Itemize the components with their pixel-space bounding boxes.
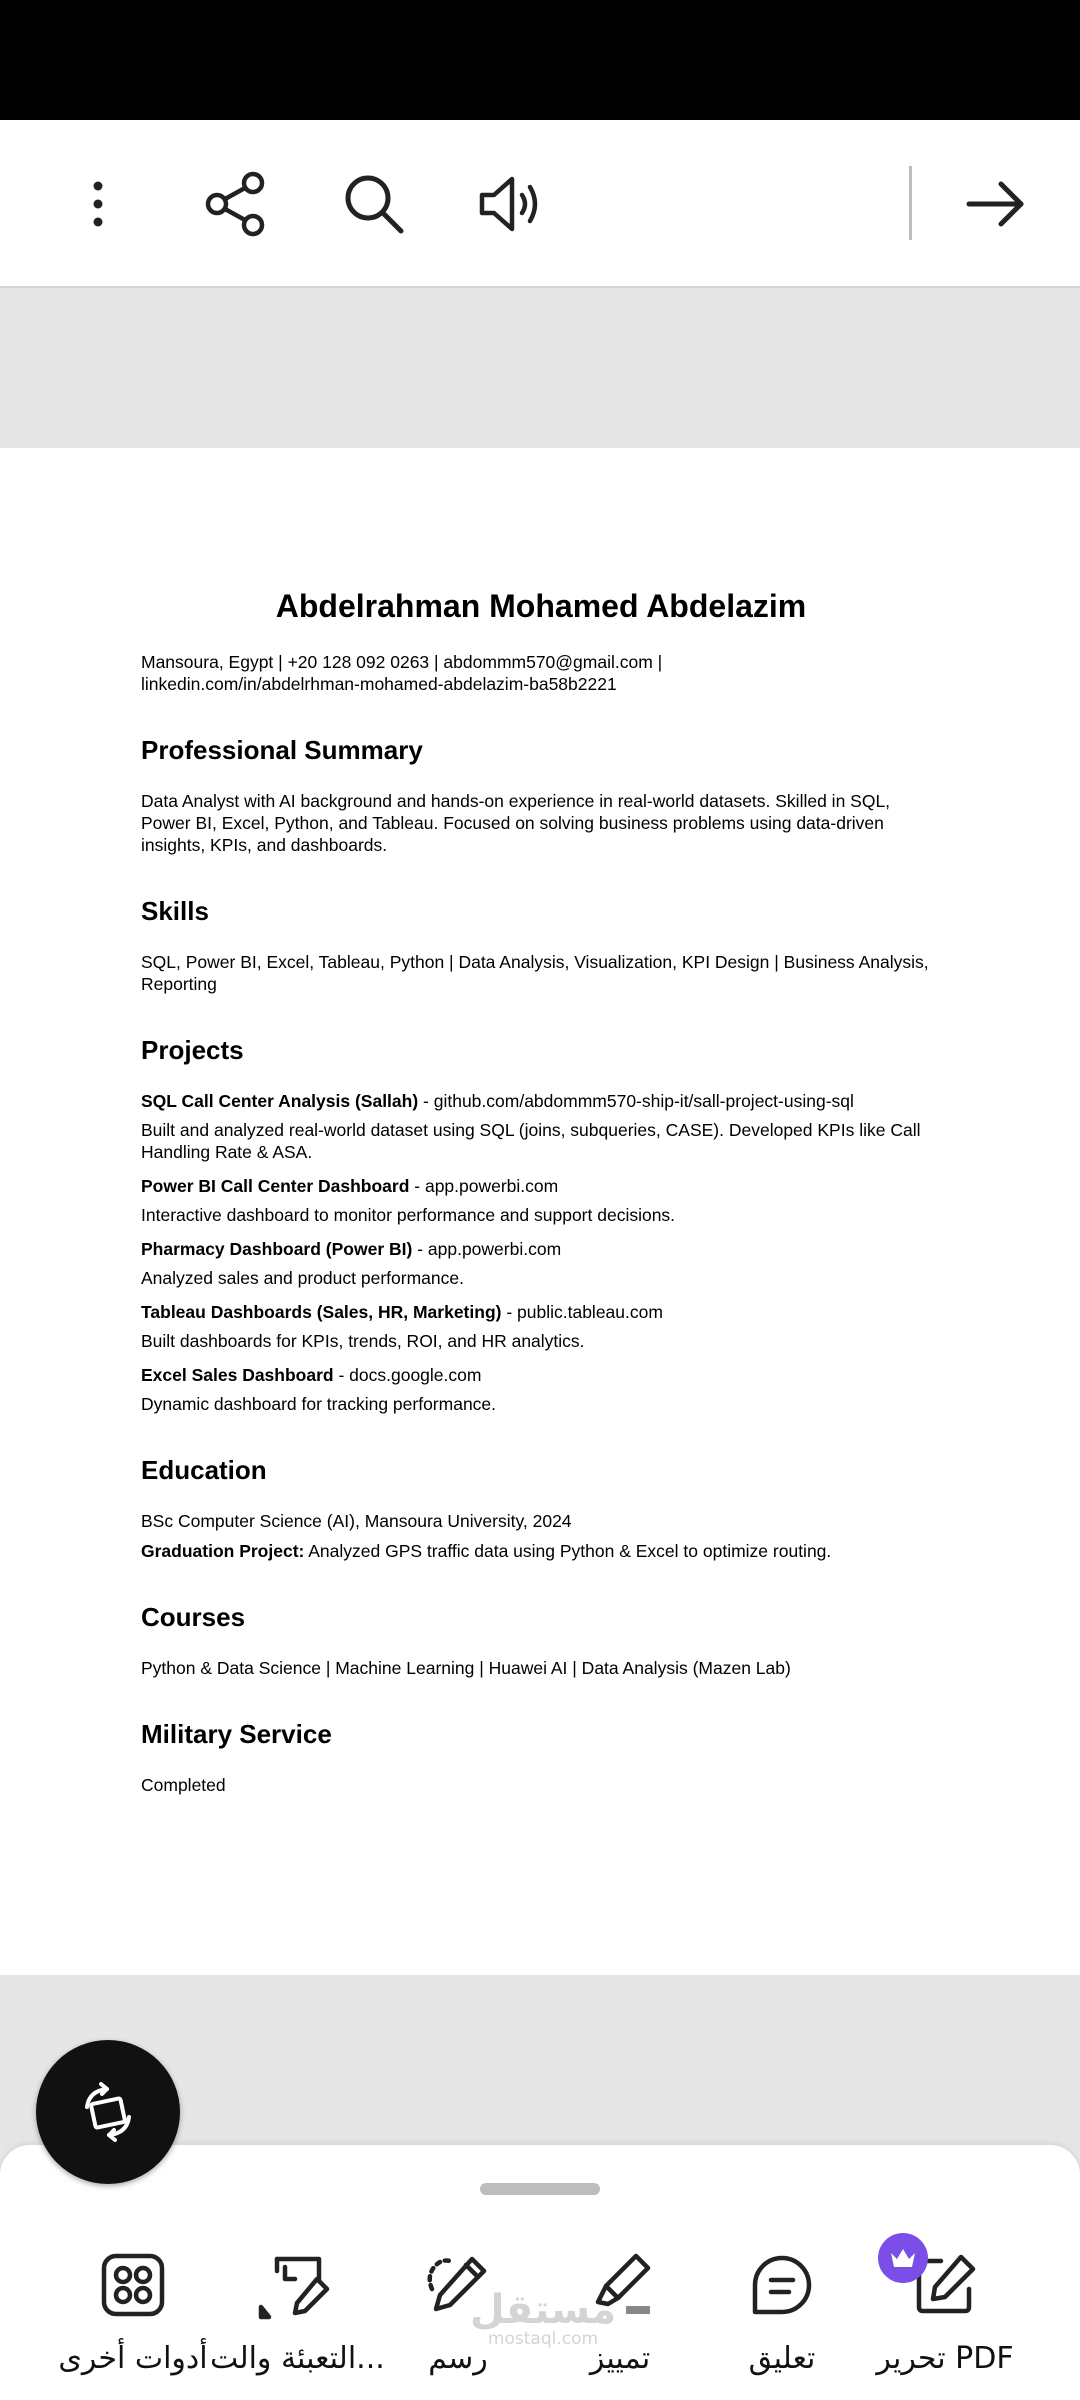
comment-icon [747,2250,817,2320]
crown-icon [888,2245,918,2271]
tool-fill-sign[interactable] [210,2245,385,2385]
resume-name: Abdelrahman Mohamed Abdelazim [275,588,807,624]
share-icon [201,169,271,239]
project-title: SQL Call Center Analysis (Sallah) - github.com/abdommm570-ship-it/sall-project-using-sql [141,1091,854,1111]
tool-draw[interactable] [373,2245,543,2385]
draw-icon [422,2249,494,2321]
mostaql-watermark: مستقل mostaql.com [469,2287,617,2349]
highlight-icon [584,2250,656,2320]
education-degree: BSc Computer Science (AI), Mansoura University, 2024 [141,1511,572,1531]
section-heading-education: Education [141,1455,267,1485]
search-icon [341,171,407,237]
resume-contact [141,651,941,695]
status-bar [0,0,1080,120]
rotate-view-button[interactable] [36,2040,180,2184]
top-toolbar [0,120,1080,288]
tool-label: أدوات أخرى [58,2341,208,2376]
project-title: Power BI Call Center Dashboard - app.powerbi.com [141,1176,559,1196]
project-description: Built dashboards for KPIs, trends, ROI, and HR analytics. [141,1331,585,1351]
read-aloud-icon [476,171,548,237]
project-description: Analyzed sales and product performance. [141,1268,464,1288]
section-heading-skills: Skills [141,896,209,926]
summary-text: Data Analyst with AI background and hands-on experience in real-world datasets. Skilled in SQL, Power BI, Excel, Python, and Tableau. Focused on solving business problems using data-driven insights, KPIs, and dashboards. [141,791,891,855]
resume-document [141,588,941,1796]
section-heading-military: Military Service [141,1719,332,1749]
project-title: Excel Sales Dashboard - docs.google.com [141,1365,482,1385]
tool-label: تحرير PDF [876,2341,1014,2376]
section-heading-projects: Projects [141,1035,244,1065]
search-button[interactable] [314,144,434,264]
project-description: Built and analyzed real-world dataset using SQL (joins, subqueries, CASE). Developed KPIs like Call Handling Rate & ASA. [141,1120,921,1162]
project-title: Tableau Dashboards (Sales, HR, Marketing) - public.tableau.com [141,1302,663,1322]
project-title: Pharmacy Dashboard (Power BI) - app.powerbi.com [141,1239,562,1259]
fill-sign-icon [257,2249,333,2321]
arrow-right-icon [963,174,1029,234]
courses-text: Python & Data Science | Machine Learning | Huawei AI | Data Analysis (Mazen Lab) [141,1658,791,1678]
more-tools-icon [100,2252,166,2318]
section-heading-courses: Courses [141,1602,246,1632]
tool-label: رسم [428,2341,488,2376]
contact-line: linkedin.com/in/abdelrhman-mohamed-abdelazim-ba58b2221 [141,674,617,694]
pdf-page[interactable] [0,448,1080,1975]
tool-highlight[interactable] [535,2245,705,2385]
rotate-icon [73,2077,143,2147]
sheet-drag-handle[interactable] [480,2183,600,2195]
military-text: Completed [141,1775,226,1795]
skills-text: SQL, Power BI, Excel, Tableau, Python | Data Analysis, Visualization, KPI Design | Business Analysis, Reporting [141,952,929,994]
document-background-top [0,290,1080,448]
toolbar-divider [909,166,912,240]
tool-label: التعبئة والت... [210,2341,385,2376]
project-description: Dynamic dashboard for tracking performance. [141,1394,497,1414]
project-description: Interactive dashboard to monitor performance and support decisions. [141,1205,676,1225]
graduation-project: Graduation Project: Analyzed GPS traffic data using Python & Excel to optimize routing. [141,1541,832,1561]
premium-crown-badge [878,2233,928,2283]
contact-line: Mansoura, Egypt | +20 128 092 0263 | abdommm570@gmail.com | [141,652,663,672]
section-heading-summary: Professional Summary [141,735,423,765]
read-aloud-button[interactable] [452,144,572,264]
tool-label: تعليق [748,2341,816,2376]
tool-comment[interactable] [697,2245,867,2385]
tool-label: تمييز [589,2341,651,2376]
projects-list [141,1090,941,1415]
tool-more-tools[interactable] [48,2245,218,2385]
share-button[interactable] [176,144,296,264]
back-button[interactable] [936,144,1056,264]
more-options-button[interactable] [38,144,158,264]
more-vertical-icon [68,174,128,234]
